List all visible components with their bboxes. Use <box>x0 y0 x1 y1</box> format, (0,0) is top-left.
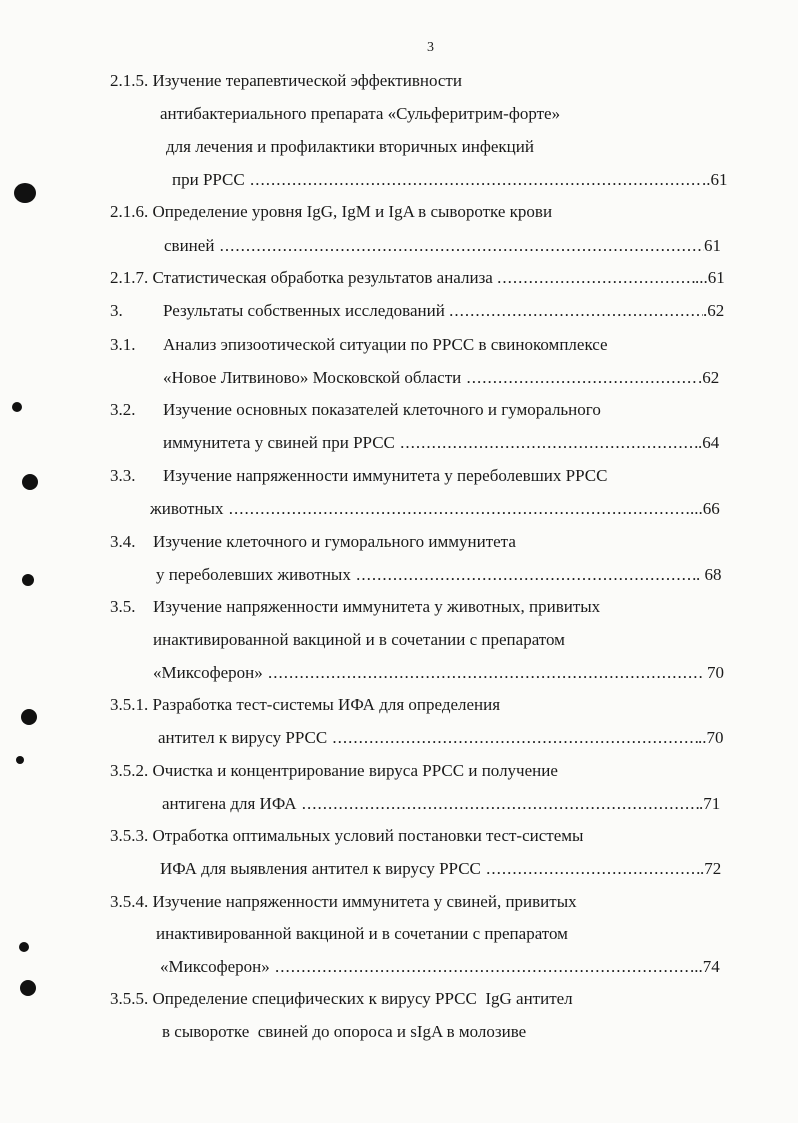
toc-entry-number: 3. <box>110 301 123 320</box>
punch-hole <box>22 474 38 490</box>
toc-entry-continuation: у переболевших животных ..... . 68 <box>156 563 726 587</box>
toc-entry-number: 3.5.3. <box>110 826 149 845</box>
toc-entry-continuation: антибактериального препарата «Сульферитрим-форте» <box>160 104 561 123</box>
toc-entry-number: 3.1. <box>110 335 136 354</box>
punch-hole <box>14 183 36 203</box>
punch-hole <box>21 709 37 725</box>
toc-entry-title: Определение уровня IgG, IgM и IgA в сыворотке крови <box>152 202 553 221</box>
toc-entry-continuation: «Миксоферон» ..... 70 <box>153 661 728 685</box>
toc-entry-number: 3.2. <box>110 400 136 419</box>
toc-entry-title: Отработка оптимальных условий постановки тест-системы <box>152 826 584 845</box>
toc-entry <box>110 824 583 848</box>
toc-entry-number: 3.5. <box>110 597 136 616</box>
toc-entry-number: 3.5.2. <box>110 761 149 780</box>
toc-entry <box>110 987 573 1011</box>
toc-page-number: .62 <box>703 301 725 320</box>
toc-entry <box>110 299 730 323</box>
toc-page-number: ...61 <box>695 268 725 287</box>
toc-entry-continuation: «Новое Литвиново» Московской области ..... .62 <box>163 366 728 390</box>
toc-entry-continuation: иммунитета у свиней при РРСС ..... .64 <box>163 431 728 455</box>
toc-entry-title: Статистическая обработка результатов анализа <box>152 268 493 287</box>
toc-entry-title: Очистка и концентрирование вируса РРСС и получение <box>152 761 558 780</box>
toc-entry-continuation: инактивированной вакциной и в сочетании с препаратом <box>153 630 565 649</box>
punch-hole <box>20 980 36 996</box>
toc-page-number: .72 <box>700 859 722 878</box>
toc-entry-title: Изучение клеточного и гуморального иммунитета <box>153 532 516 551</box>
toc-entry-continuation: «Миксоферон» ..... ...74 <box>160 955 730 979</box>
toc-entry <box>110 200 552 224</box>
toc-entry-continuation: антигена для ИФА ..... .71 <box>162 792 727 816</box>
toc-entry-number: 3.5.1. <box>110 695 149 714</box>
page-number: 3 <box>427 40 434 55</box>
toc-entry-title: Изучение напряженности иммунитета у переболевших РРСС <box>163 466 608 485</box>
toc-entry <box>110 69 462 93</box>
toc-page-number: .62 <box>698 368 720 387</box>
toc-page-number: 61 <box>704 236 721 255</box>
toc-entry-number: 3.5.4. <box>110 892 149 911</box>
toc-entry-title: Результаты собственных исследований <box>163 301 445 320</box>
toc-entry-title: Изучение напряженности иммунитета у свиней, привитых <box>152 892 577 911</box>
punch-hole <box>16 756 24 764</box>
toc-entry-number: 3.3. <box>110 466 136 485</box>
toc-entry <box>110 530 516 554</box>
toc-entry-continuation: ИФА для выявления антител к вирусу РРСС ..... .72 <box>160 857 730 881</box>
toc-entry <box>110 398 601 422</box>
toc-entry-number: 2.1.6. <box>110 202 149 221</box>
toc-entry-title: Изучение основных показателей клеточного и гуморального <box>163 400 601 419</box>
toc-entry-continuation: при РРСС ..... ..61 <box>172 168 747 192</box>
toc-page-number: . 68 <box>696 565 722 584</box>
toc-entry-title: Изучение напряженности иммунитета у животных, привитых <box>153 597 601 616</box>
toc-entry-title: Изучение терапевтической эффективности <box>152 71 462 90</box>
toc-entry-continuation: свиней ..... 61 <box>164 234 724 258</box>
toc-page-number: ...74 <box>690 957 720 976</box>
toc-entry <box>110 595 600 619</box>
toc-entry <box>110 333 608 357</box>
toc-entry-continuation: животных ..... ...66 <box>150 497 725 521</box>
toc-page-number: ..61 <box>702 170 728 189</box>
toc-entry <box>110 759 558 783</box>
toc-entry-number: 2.1.7. <box>110 268 149 287</box>
toc-entry-number: 3.5.5. <box>110 989 149 1008</box>
toc-page-number: ..70 <box>698 728 724 747</box>
toc-entry <box>110 464 607 488</box>
toc-entry <box>110 890 577 914</box>
punch-hole <box>22 574 34 586</box>
toc-page-number: .64 <box>698 433 720 452</box>
toc-entry-number: 2.1.5. <box>110 71 149 90</box>
toc-entry-title: Анализ эпизоотической ситуации по РРСС в свинокомплексе <box>163 335 608 354</box>
toc-entry-title: Разработка тест-системы ИФА для определения <box>152 695 501 714</box>
toc-entry-number: 3.4. <box>110 532 136 551</box>
toc-entry <box>110 266 725 290</box>
toc-entry <box>110 693 500 717</box>
toc-entry-continuation: инактивированной вакциной и в сочетании с препаратом <box>156 924 568 943</box>
toc-entry-continuation: для лечения и профилактики вторичных инфекций <box>166 137 534 156</box>
toc-page-number: ...66 <box>690 499 720 518</box>
toc-entry-title: Определение специфических к вирусу РРСС IgG антител <box>152 989 573 1008</box>
toc-page-number: 70 <box>707 663 724 682</box>
toc-entry-continuation: антител к вирусу РРСС ..... ..70 <box>158 726 728 750</box>
punch-hole <box>19 942 29 952</box>
toc-page-number: .71 <box>699 794 721 813</box>
toc-entry-continuation: в сыворотке свиней до опороса и sIgA в молозиве <box>162 1022 527 1041</box>
punch-hole <box>12 402 22 412</box>
